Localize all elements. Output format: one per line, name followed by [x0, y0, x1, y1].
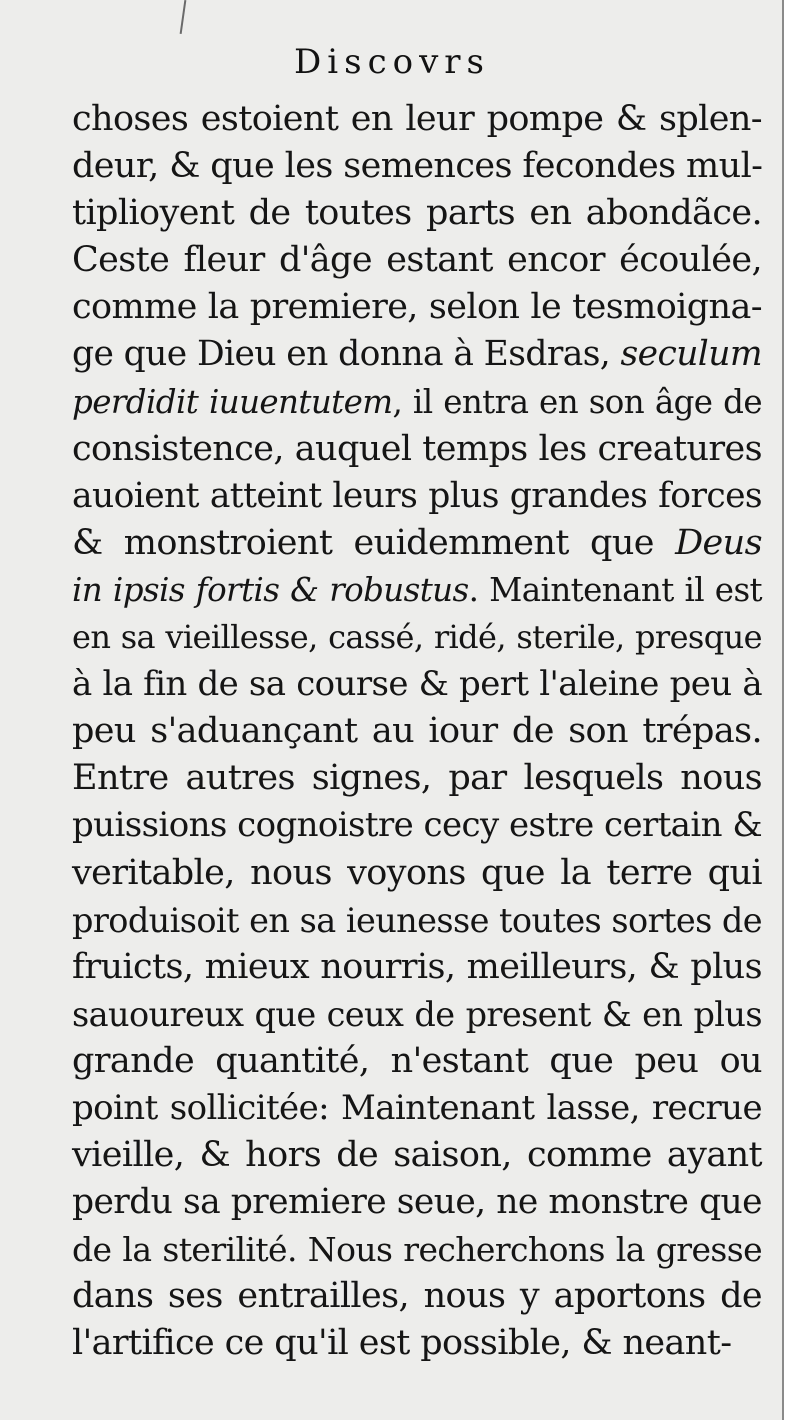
text-segment: ge que Dieu en donna à Esdras, — [72, 334, 611, 375]
text-line: veritable, nous voyons que la terre qui — [72, 852, 762, 893]
italic-latin: seculum — [620, 334, 762, 375]
text-line: fruicts, mieux nourris, meilleurs, & plus — [72, 946, 762, 987]
text-line — [72, 379, 762, 426]
text-line: l'artifice ce qu'il est possible, & neant- — [72, 1323, 732, 1364]
text-line: de la sterilité. Nous recherchons la gresse — [72, 1230, 762, 1270]
text-line: dans ses entrailles, nous y aportons de — [72, 1276, 762, 1317]
text-line: consistence, auquel temps les creatures — [72, 428, 762, 469]
italic-latin: Deus — [675, 522, 762, 563]
text-line: Ceste fleur d'âge estant encor écoulée, — [72, 240, 762, 281]
italic-latin: in ipsis fortis & robustus — [72, 570, 469, 609]
text-line: Entre autres signes, par lesquels nous — [72, 758, 762, 799]
body-text — [72, 96, 762, 1368]
italic-latin: perdidit iuuentutem — [72, 382, 393, 421]
text-line: sauoureux que ceux de present & en plus — [72, 994, 762, 1034]
text-line: puissions cognoistre cecy estre certain & — [72, 805, 762, 846]
text-line: en sa vieillesse, cassé, ridé, sterile, presque — [72, 618, 762, 657]
text-line: tiplioyent de toutes parts en abondãce. — [72, 193, 762, 234]
text-line: produisoit en sa ieunesse toutes sortes de — [72, 900, 762, 940]
text-line: grande quantité, n'estant que peu ou — [72, 1040, 762, 1081]
text-line — [72, 520, 762, 567]
text-line: deur, & que les semences fecondes mul- — [72, 146, 763, 187]
text-line: à la fin de sa course & pert l'aleine peu à — [72, 664, 762, 705]
text-line — [72, 567, 762, 614]
text-segment: & monstroient euidemment que — [72, 522, 654, 563]
page-edge-mark — [180, 0, 187, 34]
text-line: auoient atteint leurs plus grandes forces — [72, 475, 762, 516]
text-line: perdu sa premiere seue, ne monstre que — [72, 1182, 762, 1223]
running-head: Discovrs — [293, 42, 490, 82]
text-line: peu s'aduançant au iour de son trépas. — [72, 711, 762, 752]
text-line — [72, 331, 762, 378]
text-segment: . Maintenant il est — [468, 570, 762, 609]
text-line: point sollicitée: Maintenant lasse, recrue — [72, 1087, 762, 1128]
text-line: vieille, & hors de saison, comme ayant — [72, 1135, 762, 1176]
text-line: comme la premiere, selon le tesmoigna- — [72, 287, 762, 328]
text-segment: , il entra en son âge de — [392, 382, 762, 421]
text-line: choses estoient en leur pompe & splen- — [72, 99, 762, 139]
